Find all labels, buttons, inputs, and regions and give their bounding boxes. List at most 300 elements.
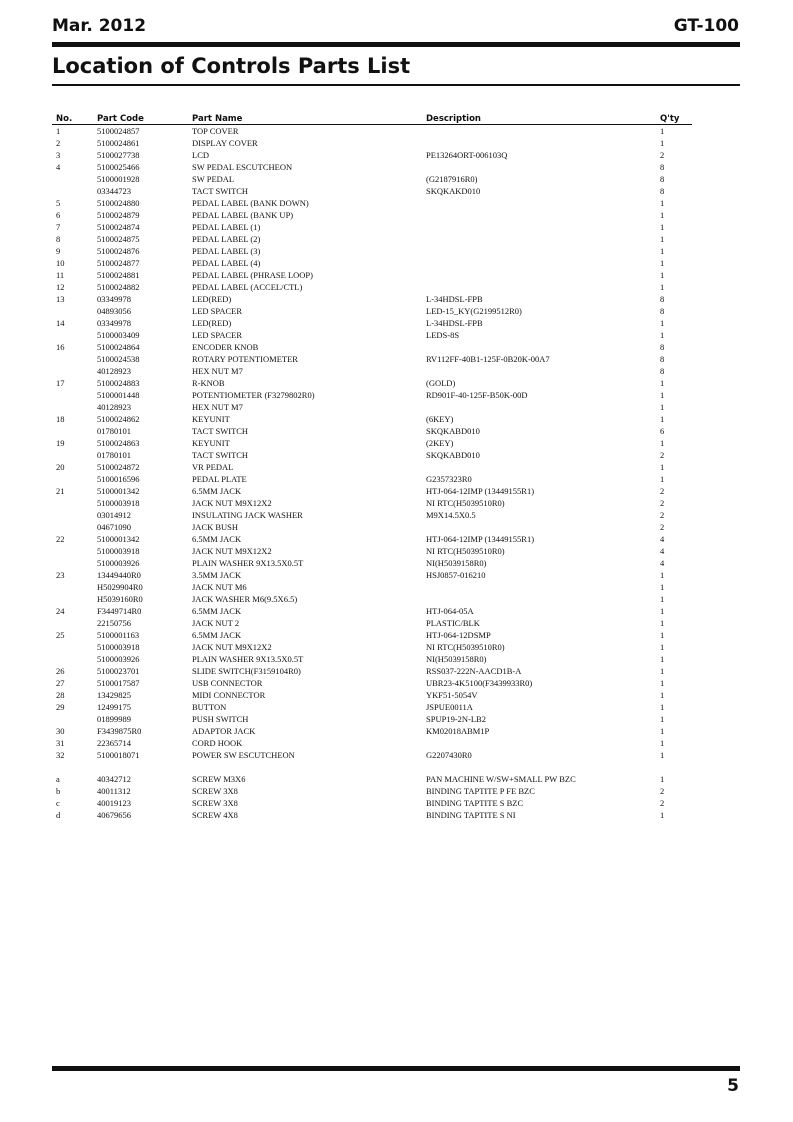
cell-qty: 1 (660, 318, 665, 328)
cell-no: 21 (56, 486, 65, 496)
cell-qty: 1 (660, 726, 665, 736)
table-row (52, 677, 692, 689)
page-number: 5 (727, 1076, 739, 1096)
cell-part-code: 04671090 (97, 522, 131, 532)
cell-qty: 1 (660, 246, 665, 256)
cell-no: 3 (56, 150, 61, 160)
cell-no (52, 557, 93, 569)
cell-no: 4 (56, 162, 61, 172)
cell-no (52, 497, 93, 509)
cell-part-name: BUTTON (192, 702, 227, 712)
cell-qty: 1 (660, 582, 665, 592)
cell-no: 28 (56, 690, 65, 700)
cell-description: NI RTC(H5039510R0) (426, 546, 505, 556)
cell-description: SKQKABD010 (426, 426, 480, 436)
table-row (52, 641, 692, 653)
cell-part-code: 40011312 (97, 786, 131, 796)
cell-part-code: 5100024863 (97, 438, 140, 448)
cell-part-name: JACK NUT 2 (192, 618, 240, 628)
cell-description: HTJ-064-05A (426, 606, 474, 616)
cell-description: PLASTIC/BLK (426, 618, 480, 628)
col-header-part-code: Part Code (93, 113, 188, 125)
cell-description: (2KEY) (426, 438, 454, 448)
cell-description: KM02018ABM1P (426, 726, 490, 736)
cell-part-code: 03344723 (97, 186, 131, 196)
table-row (52, 521, 692, 533)
cell-part-name: PLAIN WASHER 9X13.5X0.5T (192, 558, 304, 568)
cell-description: JSPUE0011A (426, 702, 473, 712)
cell-part-name: HEX NUT M7 (192, 402, 243, 412)
cell-description (422, 221, 656, 233)
cell-no (52, 329, 93, 341)
table-row (52, 785, 692, 797)
cell-part-name: 6.5MM JACK (192, 630, 242, 640)
cell-part-code: 5100017587 (97, 678, 140, 688)
cell-part-name: INSULATING JACK WASHER (192, 510, 303, 520)
cell-part-code: F3439875R0 (97, 726, 142, 736)
cell-part-code: 5100003918 (97, 546, 140, 556)
cell-no: 31 (56, 738, 65, 748)
cell-description: G2357323R0 (426, 474, 472, 484)
cell-part-code: 5100024872 (97, 462, 140, 472)
cell-part-code: H5039160R0 (97, 594, 143, 604)
table-row (52, 809, 692, 821)
cell-part-code: 13429825 (97, 690, 131, 700)
cell-qty: 1 (660, 234, 665, 244)
cell-description: NI RTC(H5039510R0) (426, 642, 505, 652)
table-row (52, 605, 692, 617)
cell-no: 30 (56, 726, 65, 736)
cell-qty: 1 (660, 666, 665, 676)
table-row (52, 341, 692, 353)
table-row (52, 197, 692, 209)
cell-description (422, 269, 656, 281)
cell-qty: 4 (660, 534, 665, 544)
cell-part-code: 5100024879 (97, 210, 140, 220)
cell-part-code: 5100018071 (97, 750, 140, 760)
cell-part-code: 5100003918 (97, 642, 140, 652)
cell-qty: 2 (660, 522, 665, 532)
cell-part-code: 01780101 (97, 426, 131, 436)
cell-description: UBR23-4K5100(F3439933R0) (426, 678, 533, 688)
cell-part-name: USB CONNECTOR (192, 678, 263, 688)
cell-qty (656, 761, 692, 773)
cell-part-code: 03349978 (97, 318, 131, 328)
cell-qty: 1 (660, 462, 665, 472)
cell-part-code (93, 761, 188, 773)
cell-no: 20 (56, 462, 65, 472)
cell-part-code: 5100024880 (97, 198, 140, 208)
cell-no (52, 185, 93, 197)
table-row (52, 737, 692, 749)
cell-qty: 8 (660, 342, 665, 352)
cell-part-name: PEDAL LABEL (3) (192, 246, 261, 256)
cell-part-code: 5100001163 (97, 630, 140, 640)
cell-part-name: PEDAL LABEL (ACCEL/CTL) (192, 282, 303, 292)
cell-description (422, 521, 656, 533)
cell-part-name: SCREW 3X8 (192, 798, 238, 808)
table-row (52, 317, 692, 329)
cell-no (52, 449, 93, 461)
cell-qty: 1 (660, 642, 665, 652)
table-row (52, 665, 692, 677)
table-row (52, 125, 692, 138)
cell-no: 10 (56, 258, 65, 268)
cell-description: L-34HDSL-FPB (426, 294, 483, 304)
cell-part-code: 40128923 (97, 366, 131, 376)
cell-part-name (188, 761, 422, 773)
table-row (52, 497, 692, 509)
cell-description: LEDS-8S (426, 330, 460, 340)
cell-qty: 1 (660, 810, 665, 820)
cell-description: NI(H5039158R0) (426, 558, 487, 568)
cell-part-name: 3.5MM JACK (192, 570, 242, 580)
cell-part-code: 13449440R0 (97, 570, 141, 580)
cell-qty: 1 (660, 618, 665, 628)
cell-part-name: PEDAL LABEL (2) (192, 234, 261, 244)
table-row (52, 425, 692, 437)
cell-description: G2207430R0 (426, 750, 472, 760)
cell-part-name: TOP COVER (192, 126, 239, 136)
cell-part-code: 5100024875 (97, 234, 140, 244)
cell-qty: 1 (660, 474, 665, 484)
table-row (52, 281, 692, 293)
cell-part-code: 5100024876 (97, 246, 140, 256)
cell-no: 18 (56, 414, 65, 424)
title-rule (52, 84, 740, 86)
cell-part-code: 40128923 (97, 402, 131, 412)
cell-no (52, 473, 93, 485)
cell-part-name: VR PEDAL (192, 462, 234, 472)
cell-part-code: 5100025466 (97, 162, 140, 172)
table-row (52, 449, 692, 461)
cell-part-code: 40342712 (97, 774, 131, 784)
cell-part-code: 5100024883 (97, 378, 140, 388)
cell-part-code: 12499175 (97, 702, 131, 712)
cell-qty: 8 (660, 294, 665, 304)
cell-no (52, 389, 93, 401)
table-row (52, 761, 692, 773)
cell-description: (GOLD) (426, 378, 456, 388)
cell-no: 13 (56, 294, 65, 304)
table-row (52, 353, 692, 365)
cell-description: (6KEY) (426, 414, 454, 424)
cell-description: BINDING TAPTITE S NI (426, 810, 516, 820)
cell-part-code: 5100001342 (97, 534, 140, 544)
table-row (52, 725, 692, 737)
cell-qty: 1 (660, 690, 665, 700)
cell-part-code: 5100001342 (97, 486, 140, 496)
cell-no (52, 593, 93, 605)
cell-no: 29 (56, 702, 65, 712)
cell-part-code: 5100003409 (97, 330, 140, 340)
cell-part-name: LED SPACER (192, 306, 242, 316)
cell-qty: 1 (660, 198, 665, 208)
cell-qty: 1 (660, 774, 665, 784)
cell-part-name: HEX NUT M7 (192, 366, 243, 376)
cell-no: 2 (56, 138, 61, 148)
cell-no (52, 425, 93, 437)
cell-qty: 8 (660, 366, 665, 376)
table-row (52, 137, 692, 149)
cell-part-code: 22150756 (97, 618, 131, 628)
cell-qty: 8 (660, 162, 665, 172)
cell-qty: 1 (660, 714, 665, 724)
cell-no (52, 761, 93, 773)
cell-no: 14 (56, 318, 65, 328)
cell-qty: 1 (660, 330, 665, 340)
cell-description (422, 233, 656, 245)
cell-description: L-34HDSL-FPB (426, 318, 483, 328)
cell-part-name: JACK NUT M9X12X2 (192, 498, 272, 508)
cell-description (422, 257, 656, 269)
cell-qty: 2 (660, 798, 665, 808)
table-row (52, 185, 692, 197)
cell-part-name: PEDAL LABEL (BANK DOWN) (192, 198, 309, 208)
cell-description: NI(H5039158R0) (426, 654, 487, 664)
cell-part-code: 5100016596 (97, 474, 140, 484)
table-row (52, 233, 692, 245)
cell-qty: 2 (660, 486, 665, 496)
cell-part-name: DISPLAY COVER (192, 138, 258, 148)
cell-no: 16 (56, 342, 65, 352)
cell-part-name: ADAPTOR JACK (192, 726, 256, 736)
cell-part-name: TACT SWITCH (192, 186, 249, 196)
cell-description: RV112FF-40B1-125F-0B20K-00A7 (426, 354, 550, 364)
cell-description (422, 365, 656, 377)
cell-no: 32 (56, 750, 65, 760)
cell-part-name: PUSH SWITCH (192, 714, 249, 724)
cell-description (422, 281, 656, 293)
cell-description: PAN MACHINE W/SW+SMALL PW BZC (426, 774, 576, 784)
table-row (52, 149, 692, 161)
table-row (52, 797, 692, 809)
table-row (52, 749, 692, 761)
cell-description (422, 401, 656, 413)
cell-description (422, 161, 656, 173)
cell-qty: 1 (660, 270, 665, 280)
cell-part-code: 40019123 (97, 798, 131, 808)
cell-description (422, 209, 656, 221)
col-header-qty: Q'ty (656, 113, 692, 125)
cell-qty: 1 (660, 390, 665, 400)
cell-part-name: LED(RED) (192, 294, 232, 304)
cell-description (422, 125, 656, 138)
header-rule (52, 42, 740, 47)
cell-qty: 1 (660, 378, 665, 388)
cell-no: 25 (56, 630, 65, 640)
cell-description (422, 737, 656, 749)
cell-qty: 2 (660, 786, 665, 796)
cell-part-name: POTENTIOMETER (F3279802R0) (192, 390, 315, 400)
cell-description (422, 341, 656, 353)
table-header-row (52, 113, 692, 125)
cell-description: BINDING TAPTITE S BZC (426, 798, 524, 808)
cell-qty: 1 (660, 594, 665, 604)
cell-part-name: POWER SW ESCUTCHEON (192, 750, 295, 760)
cell-description: HTJ-064-12DSMP (426, 630, 491, 640)
cell-part-name: KEYUNIT (192, 438, 230, 448)
cell-no: 19 (56, 438, 65, 448)
cell-no: 27 (56, 678, 65, 688)
cell-part-code: 5100024861 (97, 138, 140, 148)
cell-description: BINDING TAPTITE P FE BZC (426, 786, 535, 796)
cell-no: 23 (56, 570, 65, 580)
table-row (52, 689, 692, 701)
cell-description: SKQKABD010 (426, 450, 480, 460)
table-row (52, 437, 692, 449)
table-row (52, 257, 692, 269)
cell-description (422, 245, 656, 257)
cell-part-code: 5100003918 (97, 498, 140, 508)
cell-part-code: 01899989 (97, 714, 131, 724)
cell-part-name: CORD HOOK (192, 738, 243, 748)
cell-description: HTJ-064-12IMP (13449155R1) (426, 534, 535, 544)
cell-qty: 2 (660, 510, 665, 520)
table-row (52, 329, 692, 341)
cell-no: a (56, 774, 60, 784)
cell-qty: 8 (660, 174, 665, 184)
footer-rule (52, 1066, 740, 1071)
cell-part-name: SW PEDAL (192, 174, 235, 184)
table-row (52, 545, 692, 557)
cell-part-name: TACT SWITCH (192, 426, 249, 436)
cell-no: b (56, 786, 61, 796)
cell-qty: 1 (660, 750, 665, 760)
cell-part-code: 5100024857 (97, 126, 140, 136)
cell-description: HSJ0857-016210 (426, 570, 486, 580)
cell-qty: 8 (660, 354, 665, 364)
table-row (52, 569, 692, 581)
cell-part-code: 22365714 (97, 738, 131, 748)
cell-description: RSS037-222N-AACD1B-A (426, 666, 522, 676)
table-row (52, 713, 692, 725)
cell-part-code: 5100003926 (97, 654, 140, 664)
cell-qty: 8 (660, 306, 665, 316)
cell-part-name: ENCODER KNOB (192, 342, 259, 352)
cell-part-code: 5100024874 (97, 222, 140, 232)
cell-description (422, 137, 656, 149)
cell-part-name: JACK BUSH (192, 522, 239, 532)
cell-part-code: 04893056 (97, 306, 131, 316)
table-row (52, 509, 692, 521)
cell-part-name: SCREW M3X6 (192, 774, 246, 784)
page-title: Location of Controls Parts List (52, 54, 411, 78)
cell-part-code: 40679656 (97, 810, 131, 820)
cell-part-name: SLIDE SWITCH(F3159104R0) (192, 666, 301, 676)
cell-part-name: SCREW 4X8 (192, 810, 238, 820)
cell-qty: 2 (660, 150, 665, 160)
cell-no (52, 581, 93, 593)
cell-part-code: 5100024538 (97, 354, 140, 364)
table-row (52, 293, 692, 305)
cell-description (422, 593, 656, 605)
header-model: GT-100 (673, 16, 739, 36)
cell-part-name: PEDAL LABEL (BANK UP) (192, 210, 294, 220)
cell-part-name: LED(RED) (192, 318, 232, 328)
cell-description: HTJ-064-12IMP (13449155R1) (426, 486, 535, 496)
table-row (52, 473, 692, 485)
cell-qty: 1 (660, 630, 665, 640)
cell-qty: 4 (660, 546, 665, 556)
table-row (52, 221, 692, 233)
cell-qty: 1 (660, 654, 665, 664)
cell-part-code: H5029904R0 (97, 582, 143, 592)
cell-qty: 1 (660, 282, 665, 292)
cell-part-name: TACT SWITCH (192, 450, 249, 460)
cell-no: 11 (56, 270, 65, 280)
cell-description: PE13264ORT-006103Q (426, 150, 508, 160)
table-row (52, 305, 692, 317)
cell-part-name: KEYUNIT (192, 414, 230, 424)
cell-part-name: ROTARY POTENTIOMETER (192, 354, 298, 364)
cell-part-name: PLAIN WASHER 9X13.5X0.5T (192, 654, 304, 664)
cell-description: LED-15_KY(G2199512R0) (426, 306, 522, 316)
cell-no: 26 (56, 666, 65, 676)
cell-part-name: PEDAL LABEL (PHRASE LOOP) (192, 270, 313, 280)
cell-no: 24 (56, 606, 65, 616)
cell-no (52, 173, 93, 185)
table-row (52, 365, 692, 377)
cell-part-code: 5100001448 (97, 390, 140, 400)
col-header-part-name: Part Name (188, 113, 422, 125)
table-row (52, 377, 692, 389)
table-row (52, 401, 692, 413)
cell-description (422, 581, 656, 593)
cell-description: (G2187916R0) (426, 174, 478, 184)
table-row (52, 161, 692, 173)
cell-no: 5 (56, 198, 61, 208)
cell-part-name: LED SPACER (192, 330, 242, 340)
cell-part-code: 5100024882 (97, 282, 140, 292)
table-row (52, 701, 692, 713)
table-row (52, 173, 692, 185)
cell-part-name: 6.5MM JACK (192, 534, 242, 544)
cell-part-name: 6.5MM JACK (192, 606, 242, 616)
cell-qty: 1 (660, 402, 665, 412)
table-row (52, 533, 692, 545)
cell-no: 7 (56, 222, 61, 232)
table-row (52, 617, 692, 629)
table-row (52, 413, 692, 425)
cell-part-name: JACK WASHER M6(9.5X6.5) (192, 594, 298, 604)
cell-no (52, 641, 93, 653)
cell-qty: 1 (660, 258, 665, 268)
cell-part-code: 01780101 (97, 450, 131, 460)
cell-description: SPUP19-2N-LB2 (426, 714, 486, 724)
table-row (52, 581, 692, 593)
cell-no (52, 353, 93, 365)
cell-part-code: 5100024862 (97, 414, 140, 424)
cell-part-name: JACK NUT M6 (192, 582, 247, 592)
table-row (52, 593, 692, 605)
col-header-description: Description (422, 113, 656, 125)
col-header-no: No. (52, 113, 93, 125)
cell-description: RD901F-40-125F-B50K-00D (426, 390, 528, 400)
cell-qty: 1 (660, 126, 665, 136)
cell-part-name: PEDAL LABEL (1) (192, 222, 261, 232)
cell-qty: 1 (660, 138, 665, 148)
cell-qty: 1 (660, 438, 665, 448)
cell-description (422, 461, 656, 473)
cell-description: SKQKAKD010 (426, 186, 481, 196)
cell-part-code: 5100003926 (97, 558, 140, 568)
cell-qty: 1 (660, 738, 665, 748)
cell-qty: 1 (660, 414, 665, 424)
cell-description: M9X14.5X0.5 (426, 510, 476, 520)
cell-description: YKF51-5054V (426, 690, 478, 700)
cell-no (52, 653, 93, 665)
